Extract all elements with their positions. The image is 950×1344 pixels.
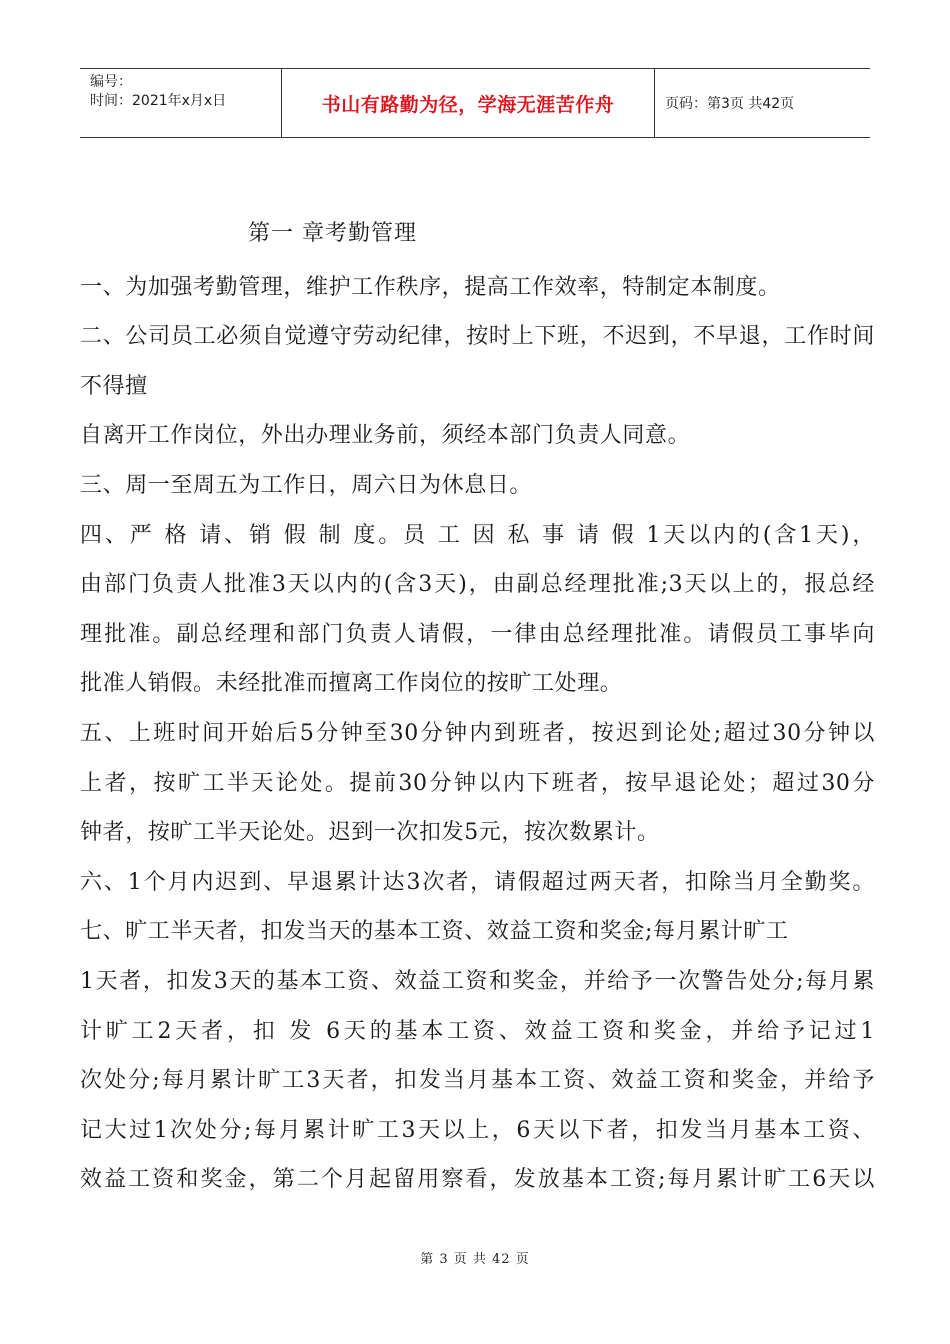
paragraph-line: 四、严 格 请、销 假 制 度。员 工 因 私 事 请 假 1天以内的(含1天)， xyxy=(80,523,875,548)
paragraph-line: 钟者，按旷工半天论处。迟到一次扣发5元，按次数累计。 xyxy=(80,820,660,845)
header-page-info: 页码：第3页 共42页 xyxy=(665,96,795,112)
number-label: 编号： xyxy=(90,74,132,90)
paragraph-line: 五、上班时间开始后5分钟至30分钟内到班者，按迟到论处;超过30分钟以 xyxy=(80,721,875,746)
chapter-title: 第一 章考勤管理 xyxy=(248,221,417,246)
paragraph-line: 上者，按旷工半天论处。提前30分钟以内下班者，按早退论处；超过30分 xyxy=(80,771,875,796)
paragraph-line: 次处分;每月累计旷工3天者，扣发当月基本工资、效益工资和奖金，并给予 xyxy=(80,1068,875,1093)
paragraph-line: 效益工资和奖金，第二个月起留用察看，发放基本工资;每月累计旷工6天以 xyxy=(80,1167,875,1192)
paragraph-line: 由部门负责人批准3天以内的(含3天)，由副总经理批准;3天以上的，报总经 xyxy=(80,572,875,597)
paragraph-line: 一、为加强考勤管理，维护工作秩序，提高工作效率，特制定本制度。 xyxy=(80,275,781,300)
page-footer: 第 3 页 共 42 页 xyxy=(420,1252,530,1267)
paragraph-line: 三、周一至周五为工作日，周六日为休息日。 xyxy=(80,473,533,498)
document-header xyxy=(80,68,870,138)
header-motto: 书山有路勤为径，学海无涯苦作舟 xyxy=(282,69,655,137)
paragraph-line: 计旷工2天者，扣 发 6天的基本工资、效益工资和奖金，并给予记过1 xyxy=(80,1019,875,1044)
paragraph-line: 记大过1次处分;每月累计旷工3天以上，6天以下者，扣发当月基本工资、 xyxy=(80,1118,875,1143)
paragraph-line: 六、1个月内迟到、早退累计达3次者，请假超过两天者，扣除当月全勤奖。 xyxy=(80,870,875,895)
paragraph-line: 七、旷工半天者，扣发当天的基本工资、效益工资和奖金;每月累计旷工 xyxy=(80,919,789,944)
paragraph-line: 批准人销假。未经批准而擅离工作岗位的按旷工处理。 xyxy=(80,671,623,696)
paragraph-line: 理批准。副总经理和部门负责人请假，一律由总经理批准。请假员工事毕向 xyxy=(80,622,875,647)
paragraph-line: 不得擅 xyxy=(80,374,148,399)
paragraph-line: 自离开工作岗位，外出办理业务前，须经本部门负责人同意。 xyxy=(80,423,691,448)
paragraph-line: 1天者，扣发3天的基本工资、效益工资和奖金，并给予一次警告处分;每月累 xyxy=(80,969,875,994)
header-meta-cell xyxy=(80,69,282,137)
paragraph-line: 二、公司员工必须自觉遵守劳动纪律，按时上下班，不迟到，不早退，工作时间 xyxy=(80,324,875,349)
time-label: 时间：2021年x月x日 xyxy=(90,93,227,109)
